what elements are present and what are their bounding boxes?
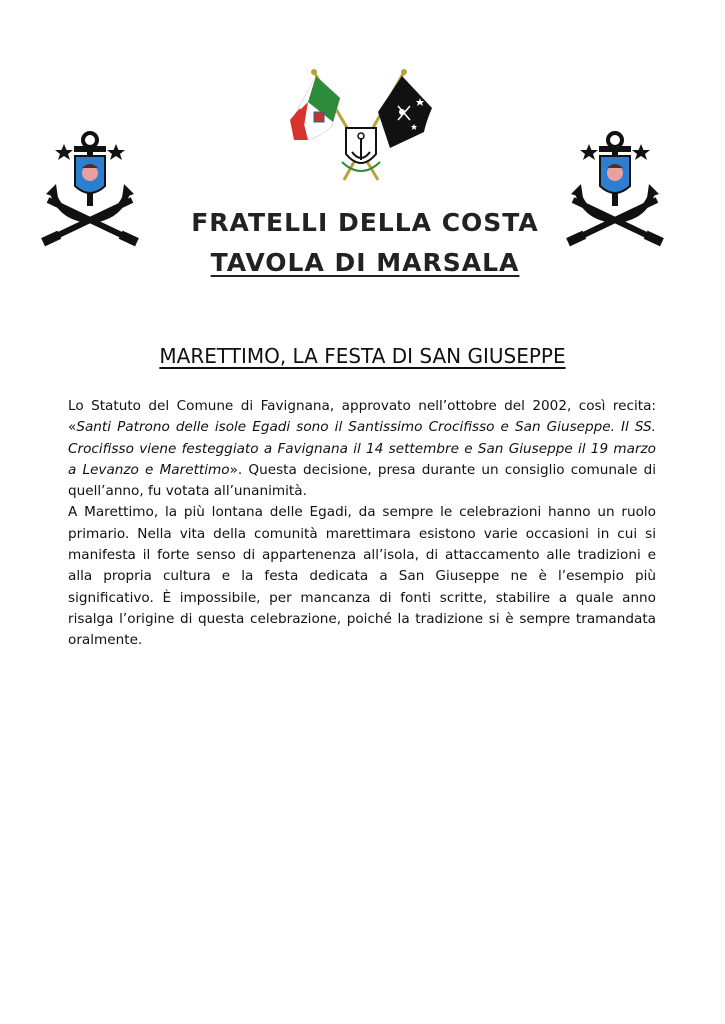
anchor-emblem-icon [40, 128, 140, 250]
paragraph-1-intro: Lo Statuto del Comune di Favignana, approvato nell’ottobre del 2002, così recita: « [68, 398, 656, 436]
anchor-emblem-icon [565, 128, 665, 250]
paragraph-1-quote: Santi Patrono delle isole Egadi sono il Santissimo Crocifisso e San Giuseppe. Il SS. Crocifisso viene festeggiato a Favignana il 14 settembre e San Giuseppe il 19 marzo a Levanzo e Marettimo [68, 419, 656, 478]
paragraph-1-end: ». Questa decisione, presa durante un consiglio comunale di quell’anno, fu votata all’unanimità. [68, 461, 657, 500]
document-title [0, 344, 725, 368]
document-title-text: MARETTIMO, LA FESTA DI SAN GIUSEPPE [159, 344, 566, 368]
organization-name: FRATELLI DELLA COSTA [191, 208, 539, 237]
organization-chapter-text: TAVOLA DI MARSALA [210, 248, 520, 277]
body-text [68, 396, 656, 652]
organization-chapter [160, 248, 570, 277]
paragraph-2: A Marettimo, la più lontana delle Egadi, da sempre le celebrazioni hanno un ruolo primario. Nella vita della comunità marettimara esistono varie occasioni in cui si manifesta il forte senso di appartenenza all’isola, di attaccamento alle tradizioni e alla propria cultura e la festa dedicata a San Giuseppe ne è l’esempio più significativo. È impossibile, per mancanza di fonti scritte, stabilire a quale anno risalga l’origine di questa celebrazione, poiché la tradizione si è sempre tramandata oralmente. [68, 504, 656, 649]
crossed-flags-icon [286, 68, 436, 184]
